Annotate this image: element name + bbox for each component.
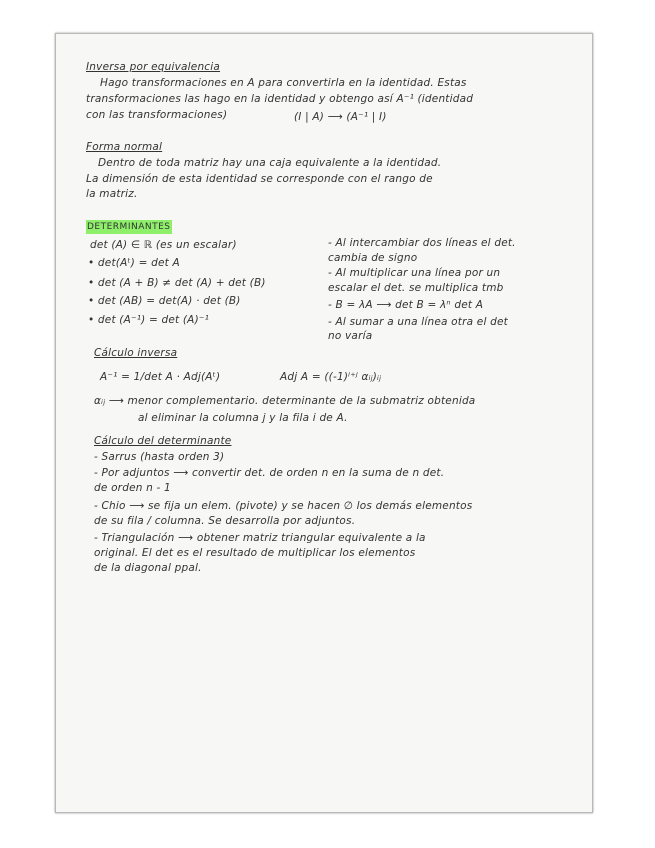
notebook-page xyxy=(55,33,593,813)
det-property: • det (A⁻¹) = det (A)⁻¹ xyxy=(88,314,210,326)
det-property: det (A) ∈ ℝ (es un escalar) xyxy=(90,239,237,251)
det-rule: - Al intercambiar dos líneas el det. xyxy=(328,237,516,249)
method-line: - Por adjuntos ⟶ convertir det. de orden n en la suma de n det. xyxy=(94,467,445,479)
method-line: de su fila / columna. Se desarrolla por adjuntos. xyxy=(94,515,356,527)
text-line: αᵢⱼ ⟶ menor complementario. determinante de la submatriz obtenida xyxy=(94,395,476,407)
method-line: - Chio ⟶ se fija un elem. (pivote) y se hacen ∅ los demás elementos xyxy=(94,500,473,512)
heading-forma-normal: Forma normal xyxy=(86,141,163,153)
formula-inversa: (I | A) ⟶ (A⁻¹ | I) xyxy=(294,111,387,123)
text-line: al eliminar la columna j y la fila i de A. xyxy=(138,412,348,424)
heading-inversa-equivalencia: Inversa por equivalencia xyxy=(86,61,221,73)
text-line: Dentro de toda matriz hay una caja equivalente a la identidad. xyxy=(98,157,442,169)
text-line: Hago transformaciones en A para convertirla en la identidad. Estas xyxy=(100,77,467,89)
text-line: la matriz. xyxy=(86,188,138,200)
det-property: • det(Aᵗ) = det A xyxy=(88,257,180,269)
det-rule: cambia de signo xyxy=(328,252,418,264)
method-line: - Sarrus (hasta orden 3) xyxy=(94,451,225,463)
formula-inversa-adjunta: A⁻¹ = 1/det A · Adj(Aᵗ) xyxy=(100,371,221,383)
heading-calculo-inversa: Cálculo inversa xyxy=(94,347,178,359)
heading-determinantes: DETERMINANTES xyxy=(87,222,171,232)
formula-adjunta: Adj A = ((-1)ⁱ⁺ʲ αᵢⱼ)ᵢⱼ xyxy=(280,371,382,383)
det-rule: - Al multiplicar una línea por un xyxy=(328,267,501,279)
heading-calculo-determinante: Cálculo del determinante xyxy=(94,435,232,447)
det-property: • det (AB) = det(A) · det (B) xyxy=(88,295,241,307)
method-line: original. El det es el resultado de multiplicar los elementos xyxy=(94,547,416,559)
det-property: • det (A + B) ≠ det (A) + det (B) xyxy=(88,277,266,289)
method-line: - Triangulación ⟶ obtener matriz triangular equivalente a la xyxy=(94,532,426,544)
text-line: transformaciones las hago en la identidad y obtengo así A⁻¹ (identidad xyxy=(86,93,474,105)
det-rule: escalar el det. se multiplica tmb xyxy=(328,282,504,294)
method-line: de orden n - 1 xyxy=(94,482,171,494)
text-line: con las transformaciones) xyxy=(86,109,228,121)
det-rule: no varía xyxy=(328,330,373,342)
method-line: de la diagonal ppal. xyxy=(94,562,202,574)
det-rule: - Al sumar a una línea otra el det xyxy=(328,316,508,328)
det-rule: - B = λA ⟶ det B = λⁿ det A xyxy=(328,299,484,311)
text-line: La dimensión de esta identidad se corresponde con el rango de xyxy=(86,173,433,185)
